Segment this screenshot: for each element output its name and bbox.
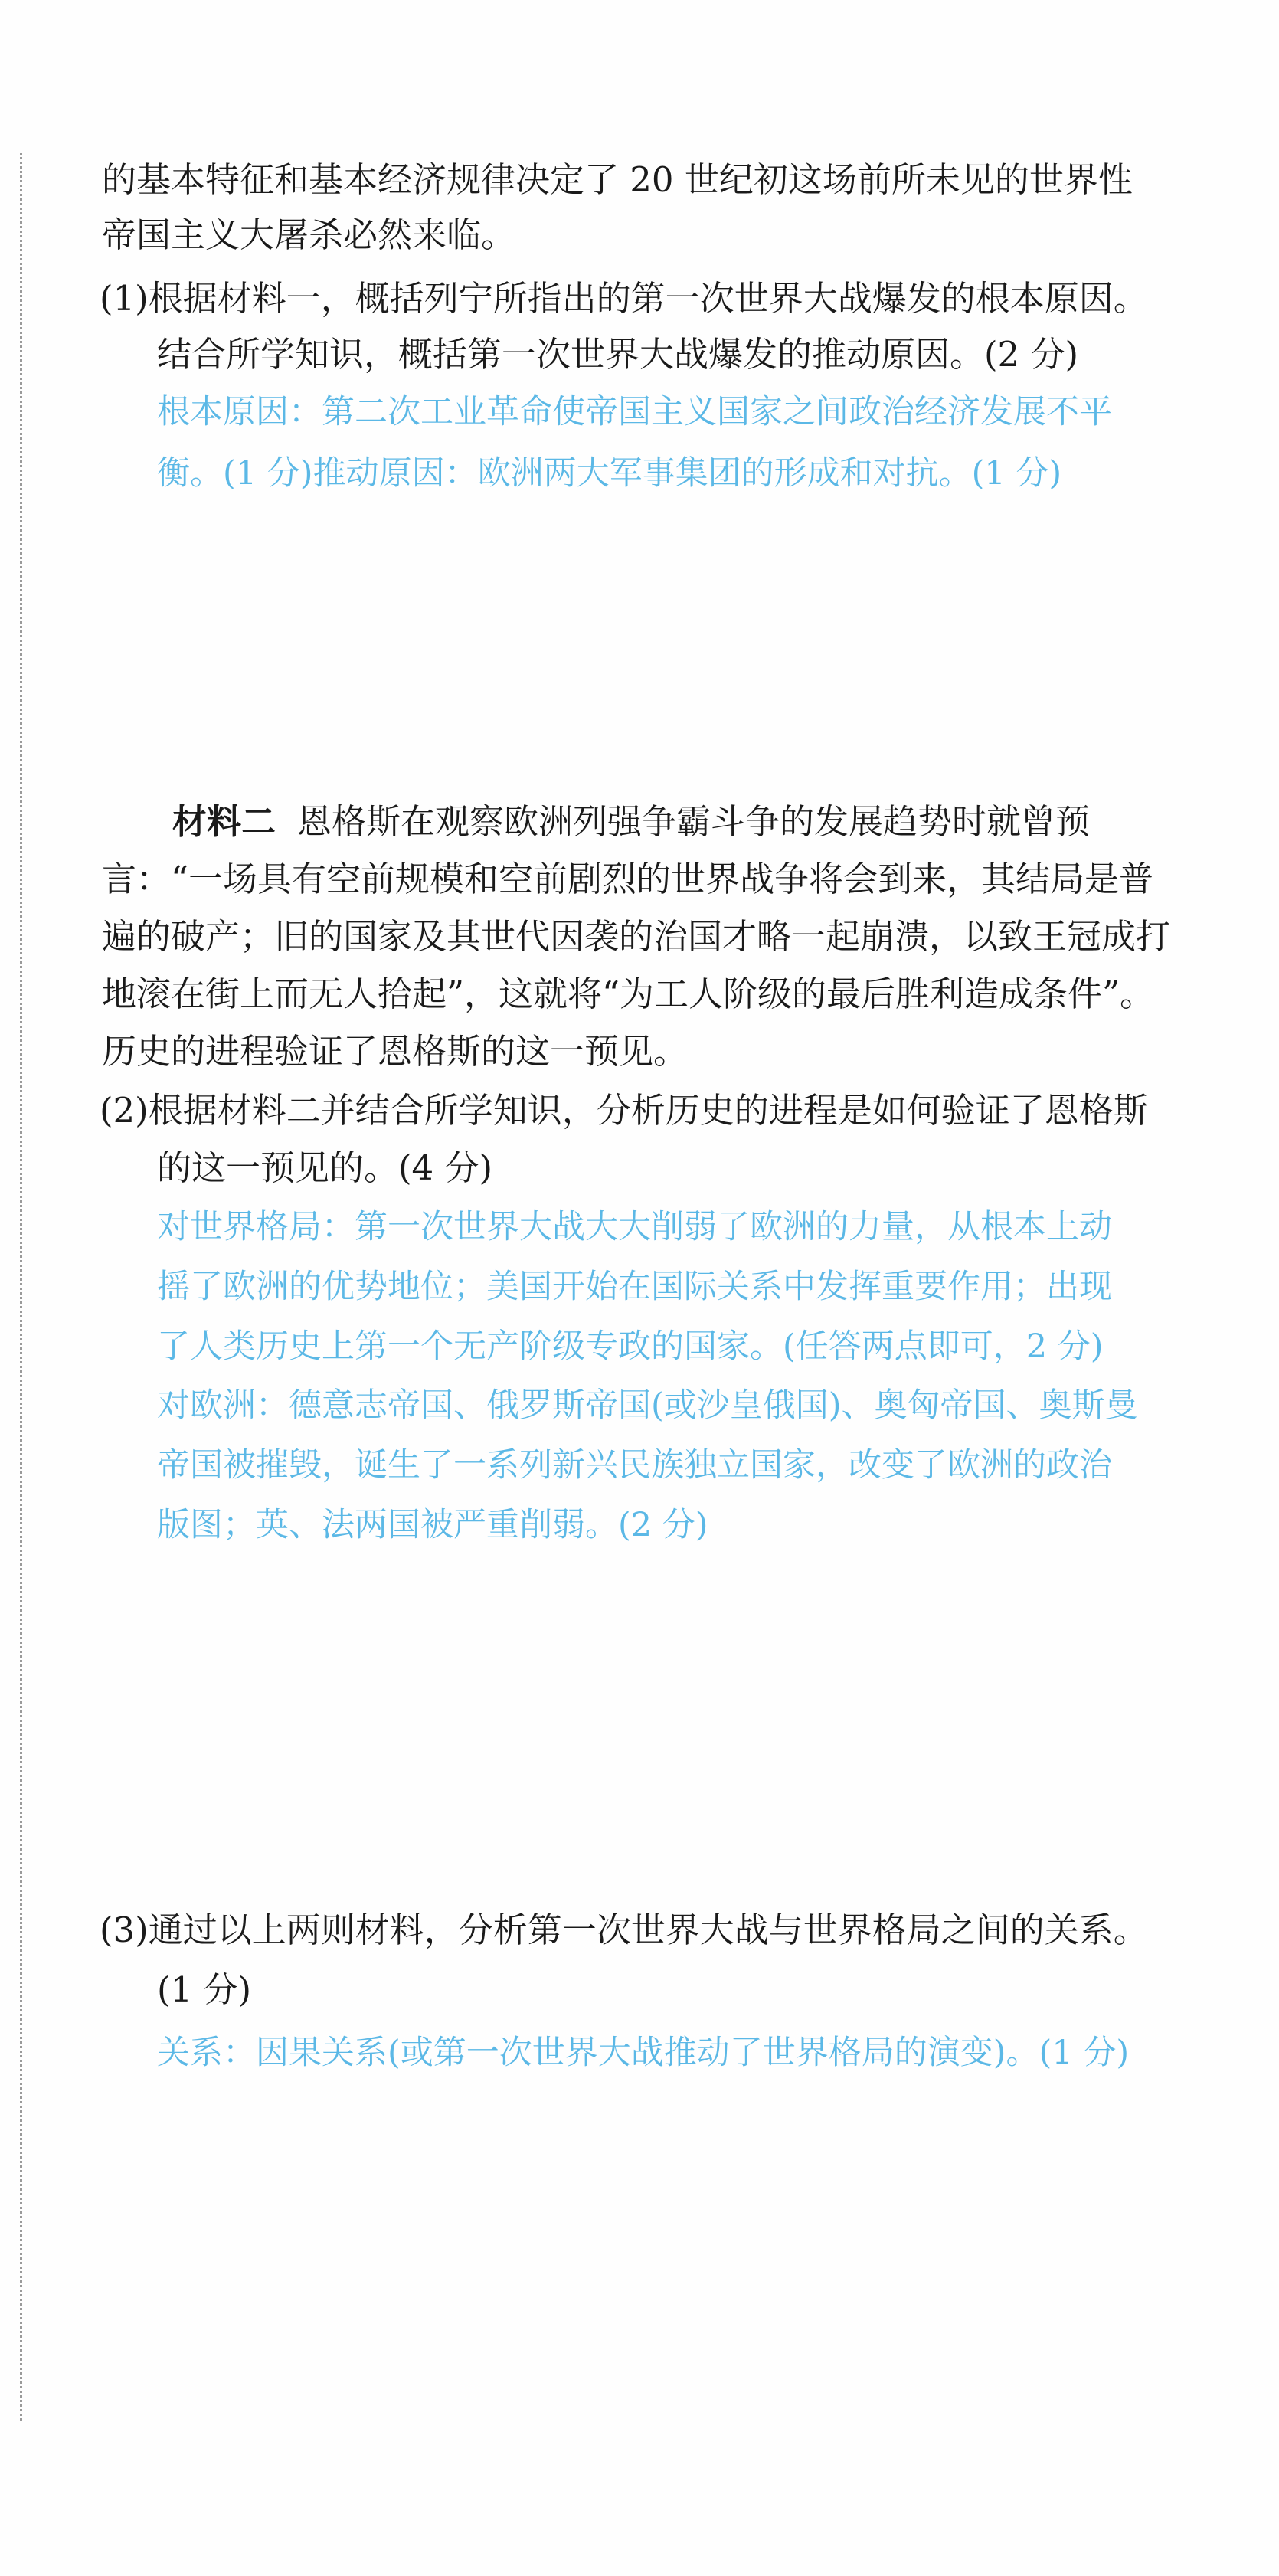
question-2-text: 的这一预见的。(4 分) xyxy=(157,1147,493,1188)
material2-text: 恩格斯在观察欧洲列强争霸斗争的发展趋势时就曾预 xyxy=(297,801,1091,842)
material2-text-line: 地滚在街上而无人拾起”，这就将“为工人阶级的最后胜利造成条件”。 xyxy=(102,974,1155,1014)
question-2-answer: 摇了欧洲的优势地位；美国开始在国际关系中发挥重要作用；出现 xyxy=(157,1268,1112,1306)
material2-text-line xyxy=(172,799,1090,845)
material2-text-line: 历史的进程验证了恩格斯的这一预见。 xyxy=(102,1031,689,1072)
binding-dotted-line xyxy=(20,153,22,2421)
material2-text-line: 遍的破产；旧的国家及其世代因袭的治国才略一起崩溃，以致王冠成打 xyxy=(102,916,1171,957)
question-2-text: (2)根据材料二并结合所学知识，分析历史的进程是如何验证了恩格斯 xyxy=(100,1090,1148,1131)
question-3-answer: 关系：因果关系(或第一次世界大战推动了世界格局的演变)。(1 分) xyxy=(157,2034,1130,2072)
question-2-answer: 版图；英、法两国被严重削弱。(2 分) xyxy=(157,1506,708,1544)
question-1-text: 结合所学知识，概括第一次世界大战爆发的推动原因。(2 分) xyxy=(157,334,1079,375)
question-3-text: (3)通过以上两则材料，分析第一次世界大战与世界格局之间的关系。 xyxy=(100,1910,1148,1950)
question-3-text: (1 分) xyxy=(157,1969,252,2010)
question-2-answer: 对世界格局：第一次世界大战大大削弱了欧洲的力量，从根本上动 xyxy=(157,1208,1112,1246)
material1-text-line: 帝国主义大屠杀必然来临。 xyxy=(102,214,516,255)
question-1-text: (1)根据材料一，概括列宁所指出的第一次世界大战爆发的根本原因。 xyxy=(100,278,1148,319)
question-1-answer: 衡。(1 分)推动原因：欧洲两大军事集团的形成和对抗。(1 分) xyxy=(157,454,1062,493)
material1-text-line: 的基本特征和基本经济规律决定了 20 世纪初这场前所未见的世界性 xyxy=(102,159,1133,200)
question-2-answer: 帝国被摧毁，诞生了一系列新兴民族独立国家，改变了欧洲的政治 xyxy=(157,1446,1112,1484)
question-2-answer: 对欧洲：德意志帝国、俄罗斯帝国(或沙皇俄国)、奥匈帝国、奥斯曼 xyxy=(157,1386,1138,1425)
question-2-answer: 了人类历史上第一个无产阶级专政的国家。(任答两点即可，2 分) xyxy=(157,1327,1104,1366)
material2-label: 材料二 xyxy=(172,801,276,842)
material2-text-line: 言：“一场具有空前规模和空前剧烈的世界战争将会到来，其结局是普 xyxy=(102,859,1154,899)
question-1-answer: 根本原因：第二次工业革命使帝国主义国家之间政治经济发展不平 xyxy=(157,393,1112,431)
